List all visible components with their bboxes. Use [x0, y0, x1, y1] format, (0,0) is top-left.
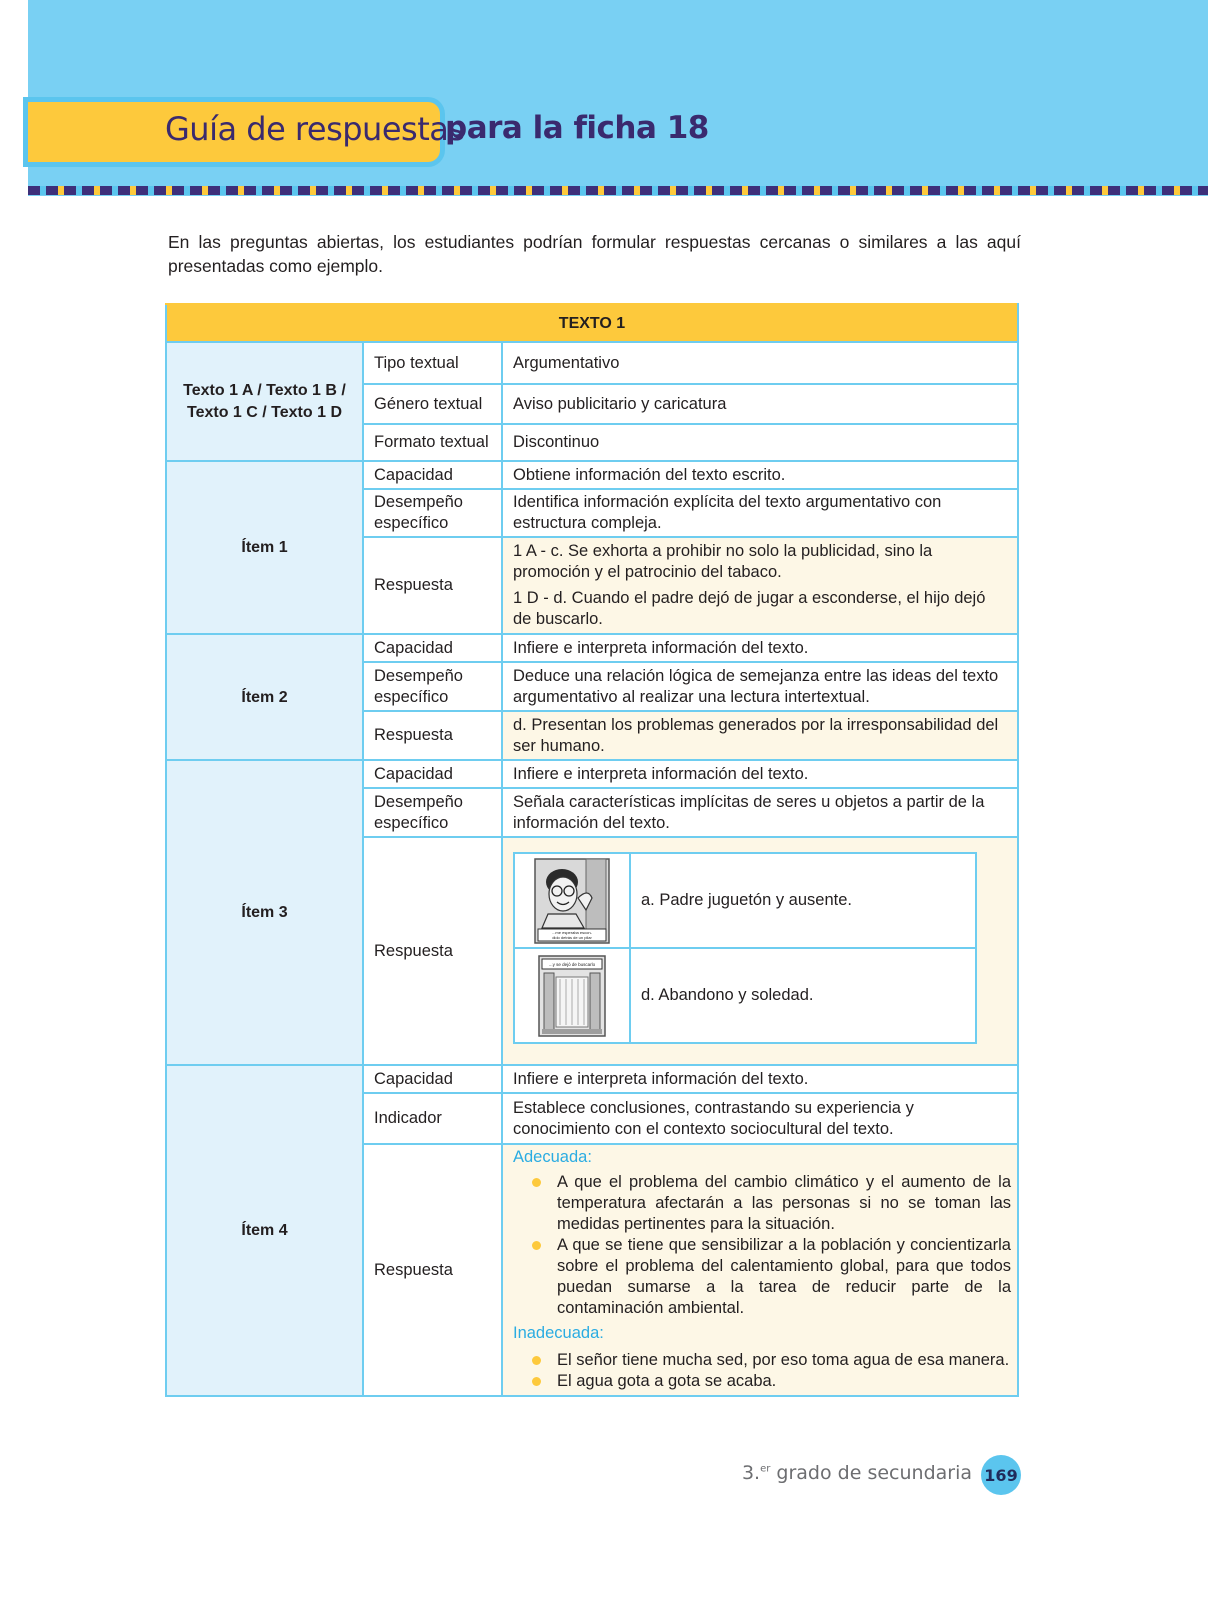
grade-suffix: er	[760, 1463, 771, 1475]
item1-respuesta	[502, 537, 1018, 634]
svg-text:...y se dejó de buscarlo: ...y se dejó de buscarlo	[548, 961, 596, 967]
item4-respuesta-label: Respuesta	[363, 1144, 502, 1396]
item1-label: Ítem 1	[166, 461, 363, 634]
item1-respuesta-2: 1 D - d. Cuando el padre dejó de jugar a esconderse, el hijo dejó de buscarlo.	[513, 589, 986, 628]
formato-value: Discontinuo	[502, 424, 1018, 461]
list-item: El señor tiene mucha sed, por eso toma agua de esa manera.	[557, 1350, 1010, 1369]
page-number: 169	[981, 1455, 1021, 1495]
comic-panel-d	[515, 949, 631, 1042]
inadecuada-label: Inadecuada:	[513, 1323, 604, 1342]
item3-desempeno-label: Desempeño específico	[363, 788, 502, 837]
item2-desempeno-label: Desempeño específico	[363, 662, 502, 711]
grade-number: 3.	[741, 1462, 761, 1484]
tipo-label: Tipo textual	[363, 342, 502, 384]
genero-label: Género textual	[363, 384, 502, 424]
item2-label: Ítem 2	[166, 634, 363, 760]
table-row	[166, 342, 1018, 384]
item1-capacidad: Obtiene información del texto escrito.	[502, 461, 1018, 489]
svg-text:dido detrás de un pilar: dido detrás de un pilar	[552, 934, 592, 940]
inadecuada-list	[513, 1350, 1011, 1392]
item2-capacidad-label: Capacidad	[363, 634, 502, 662]
item3-respuesta	[502, 837, 1018, 1065]
formato-label: Formato textual	[363, 424, 502, 461]
item4-capacidad: Infiere e interpreta información del texto.	[502, 1065, 1018, 1093]
list-item: A que el problema del cambio climático y el aumento de la temperatura afectarán a las personas si no se toman las medidas pertinentes para la situación.	[557, 1172, 1011, 1233]
item4-indicador-label: Indicador	[363, 1093, 502, 1144]
item3-desempeno: Señala características implícitas de seres u objetos a partir de la información del texto.	[502, 788, 1018, 837]
intro-paragraph: En las preguntas abiertas, los estudiantes podrían formular respuestas cercanas o similares a las aquí presentadas como ejemplo.	[168, 232, 1021, 276]
answer-table	[165, 303, 1019, 1397]
grade-text: grado de secundaria	[770, 1462, 972, 1484]
table-row	[166, 760, 1018, 788]
item1-desempeno: Identifica información explícita del texto argumentativo con estructura compleja.	[502, 489, 1018, 537]
item1-respuesta-label: Respuesta	[363, 537, 502, 634]
footer-grade	[742, 1462, 972, 1484]
comic-option-d	[515, 947, 975, 1042]
item3-label: Ítem 3	[166, 760, 363, 1065]
adecuada-list	[513, 1172, 1011, 1319]
list-item: El agua gota a gota se acaba.	[557, 1371, 1011, 1392]
item2-capacidad: Infiere e interpreta información del texto.	[502, 634, 1018, 662]
item1-desempeno-label: Desempeño específico	[363, 489, 502, 537]
item4-label: Ítem 4	[166, 1065, 363, 1396]
page-title: Guía de respuestas	[165, 110, 465, 148]
table-row	[166, 461, 1018, 489]
table-heading: TEXTO 1	[166, 304, 1018, 342]
item2-respuesta: d. Presentan los problemas generados por la irresponsabilidad del ser humano.	[502, 711, 1018, 760]
item4-capacidad-label: Capacidad	[363, 1065, 502, 1093]
adecuada-label: Adecuada:	[513, 1147, 592, 1166]
list-item: A que se tiene que sensibilizar a la población y concientizarla sobre el problema del calentamiento global, para que todos puedan sumarse a la tarea de reducir parte de la contaminación ambiental.	[557, 1235, 1011, 1317]
comic-option-a	[515, 854, 975, 947]
item3-capacidad: Infiere e interpreta información del texto.	[502, 760, 1018, 788]
man-peeking-comic-icon	[534, 858, 610, 944]
table-row	[166, 1065, 1018, 1093]
header-banner	[28, 0, 1208, 196]
item1-respuesta-1: 1 A - c. Se exhorta a prohibir no solo la publicidad, sino la promoción y el patrocinio del tabaco.	[513, 542, 933, 581]
item4-respuesta	[502, 1144, 1018, 1396]
item3-respuesta-label: Respuesta	[363, 837, 502, 1065]
option-a-text: a. Padre juguetón y ausente.	[641, 891, 852, 909]
option-d-text: d. Abandono y soledad.	[641, 986, 814, 1004]
decorative-dash-strip	[28, 186, 1208, 195]
item1-capacidad-label: Capacidad	[363, 461, 502, 489]
item2-respuesta-label: Respuesta	[363, 711, 502, 760]
tipo-value: Argumentativo	[502, 342, 1018, 384]
empty-pillar-comic-icon	[538, 955, 606, 1037]
texts-label: Texto 1 A / Texto 1 B / Texto 1 C / Texto 1 D	[166, 342, 363, 461]
item4-indicador: Establece conclusiones, contrastando su experiencia y conocimiento con el contexto sociocultural del texto.	[502, 1093, 1018, 1144]
svg-text:...me esperaba escon-: ...me esperaba escon-	[552, 929, 592, 935]
item2-desempeno: Deduce una relación lógica de semejanza entre las ideas del texto argumentativo al realizar una lectura intertextual.	[502, 662, 1018, 711]
comic-panel-a	[515, 854, 631, 947]
item3-capacidad-label: Capacidad	[363, 760, 502, 788]
genero-value: Aviso publicitario y caricatura	[502, 384, 1018, 424]
table-heading-row	[166, 304, 1018, 342]
page-subtitle: para la ficha 18	[445, 110, 709, 146]
comic-options-box	[513, 852, 977, 1044]
table-row	[166, 634, 1018, 662]
